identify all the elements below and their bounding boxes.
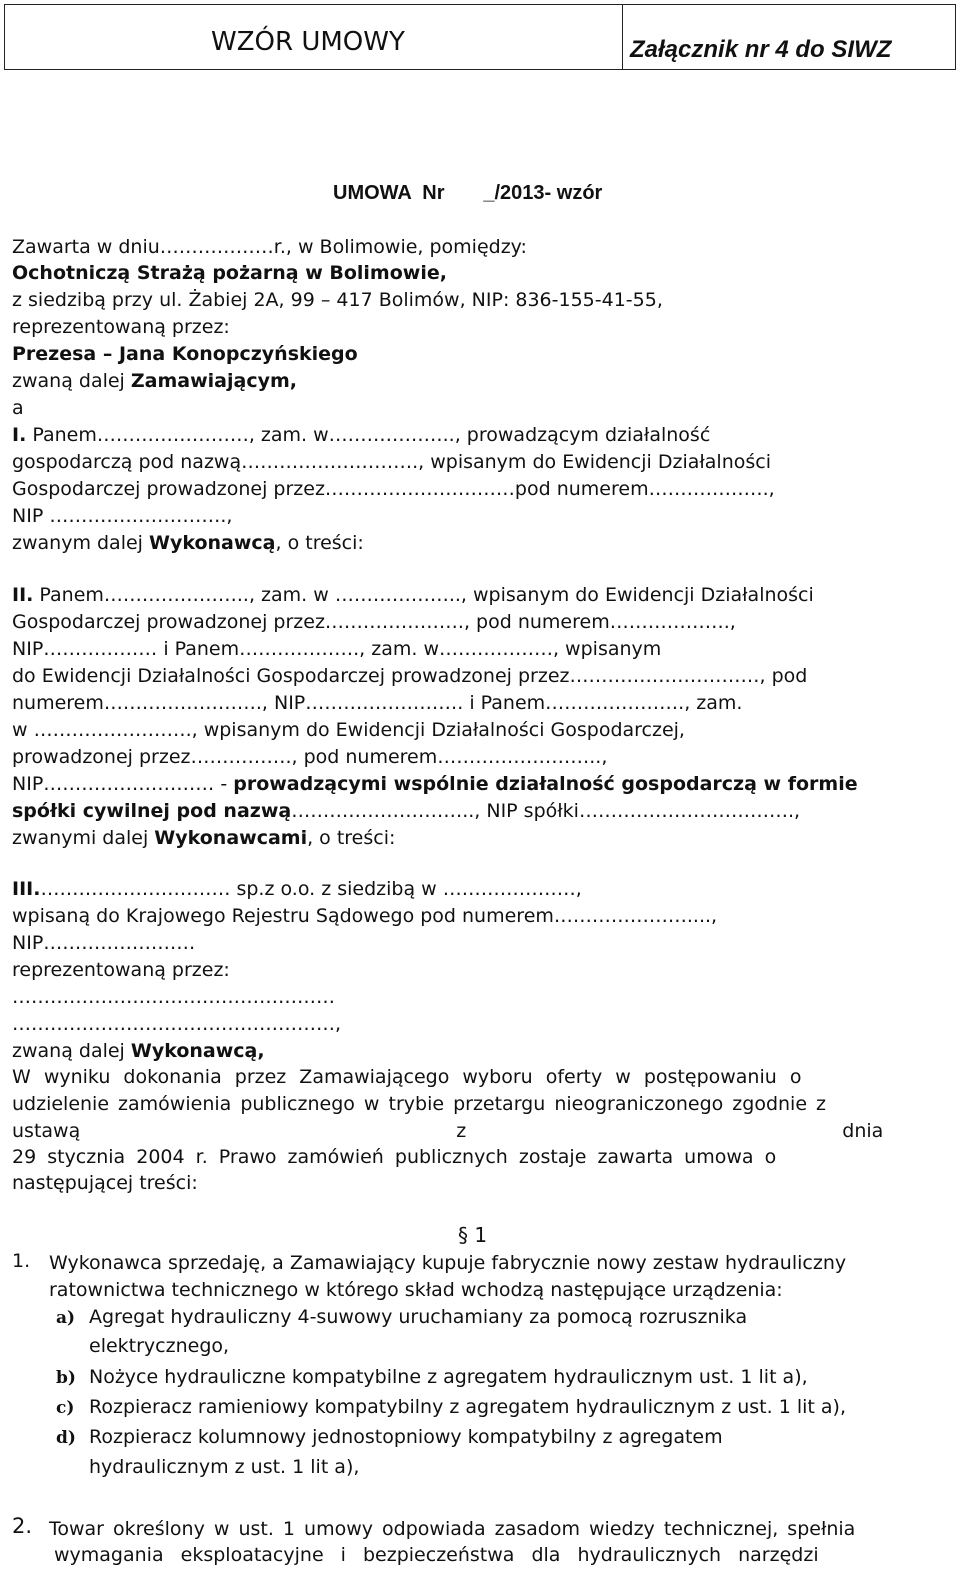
option-2-line-2: Gospodarczej prowadzonej przez…………………., pod numerem………………., bbox=[12, 611, 736, 633]
option-1-nip: NIP ………………………., bbox=[12, 505, 233, 527]
option-3-represented-by: reprezentowaną przez: bbox=[12, 959, 230, 981]
term-contractors: Wykonawcami bbox=[154, 827, 308, 849]
procurement-line-4: 29 stycznia 2004 r. Prawo zamówień publicznych zostaje zawarta umowa o bbox=[12, 1146, 777, 1168]
text-fragment: Panem………………….., zam. w ……………….., wpisanym do Ewidencji Działalności bbox=[33, 584, 814, 606]
header-box bbox=[4, 4, 956, 70]
text-fragment: NIP……………………… - bbox=[12, 773, 234, 795]
text-fragment: , o treści: bbox=[307, 827, 396, 849]
option-3-rep-blank-1: …………………………………………… bbox=[12, 986, 335, 1008]
term-contractor: Wykonawcą, bbox=[130, 1040, 265, 1062]
option-1-text bbox=[12, 422, 710, 448]
option-2-line-6: w ……………………., wpisanym do Ewidencji Działalności Gospodarczej, bbox=[12, 719, 685, 741]
option-2-line-8 bbox=[12, 771, 938, 797]
civil-partnership-phrase: prowadzącymi wspólnie działalność gospodarczą w formie bbox=[233, 773, 858, 795]
contracting-party-name: Ochotniczą Strażą pożarną w Bolimowie, bbox=[12, 262, 447, 284]
procurement-line-5: następującej treści: bbox=[12, 1172, 198, 1194]
text-fragment: ……………………….., NIP spółki……………………………., bbox=[291, 800, 801, 822]
contracting-party-address: z siedzibą przy ul. Żabiej 2A, 99 – 417 Bolimów, NIP: 836-155-41-55, bbox=[12, 289, 663, 311]
subitem-letter: c) bbox=[56, 1398, 75, 1418]
term-contractor: Wykonawcą bbox=[148, 532, 276, 554]
item-1-line-2: ratownictwa technicznego w którego skład wchodzą następujące urządzenia: bbox=[49, 1279, 783, 1301]
subitem-c-line-1: Rozpieracz ramieniowy kompatybilny z agregatem hydraulicznym z ust. 1 lit a), bbox=[89, 1396, 846, 1418]
item-1-number: 1. bbox=[12, 1250, 31, 1272]
text-fragment: zwanymi dalej bbox=[12, 827, 155, 849]
option-2-line-3: NIP……………… i Panem………………., zam. w………………, wpisanym bbox=[12, 638, 662, 660]
option-2-line-7: prowadzonej przez……………., pod numerem…………………….., bbox=[12, 746, 608, 768]
represented-by-label: reprezentowaną przez: bbox=[12, 316, 230, 338]
civil-partnership-name-label: spółki cywilnej pod nazwą bbox=[12, 800, 292, 822]
item-2-number: 2. bbox=[12, 1514, 33, 1538]
header-doc-type: WZÓR UMOWY bbox=[5, 5, 623, 69]
contract-date-line: Zawarta w dniu………………r., w Bolimowie, pomiędzy: bbox=[12, 236, 527, 258]
header-attachment-label: Załącznik nr 4 do SIWZ bbox=[630, 36, 892, 63]
term-ordering-party: Zamawiającym, bbox=[130, 370, 297, 392]
text-fragment: zwaną dalej bbox=[12, 1040, 131, 1062]
ordering-party-line bbox=[12, 368, 938, 394]
text-fragment: zwaną dalej bbox=[12, 370, 131, 392]
subitem-b-line-1: Nożyce hydrauliczne kompatybilne z agregatem hydraulicznym ust. 1 lit a), bbox=[89, 1366, 808, 1388]
option-1-line-1 bbox=[12, 422, 938, 448]
subitem-d-line-1: Rozpieracz kolumnowy jednostopniowy kompatybilny z agregatem bbox=[89, 1426, 723, 1448]
option-1-marker: I. bbox=[12, 424, 27, 446]
item-2-line-2: wymagania eksploatacyjne i bezpieczeństwa dla hydraulicznych narzędzi bbox=[54, 1544, 819, 1566]
option-2-line-5: numerem……………………., NIP……………………. i Panem…………………., zam. bbox=[12, 692, 743, 714]
item-2-line-1: Towar określony w ust. 1 umowy odpowiada zasadom wiedzy technicznej, spełnia bbox=[49, 1518, 856, 1540]
option-2-line-4: do Ewidencji Działalności Gospodarczej prowadzonej przez…………………………, pod bbox=[12, 665, 808, 687]
procurement-line-2: udzielenie zamówienia publicznego w trybie przetargu nieograniczonego zgodnie z bbox=[12, 1093, 827, 1115]
text-fragment: zwanym dalej bbox=[12, 532, 149, 554]
option-2-contractors-line bbox=[12, 825, 938, 851]
doc-title: UMOWA Nr _/2013- wzór bbox=[333, 182, 603, 204]
text-fragment: Panem……………………, zam. w……………….., prowadzącym działalność bbox=[26, 424, 711, 446]
text-fragment: , o treści: bbox=[275, 532, 364, 554]
subitem-a-line-1: Agregat hydrauliczny 4-suwowy uruchamiany za pomocą rozrusznika bbox=[89, 1306, 748, 1328]
conjunction-and: a bbox=[12, 397, 24, 419]
item-1-line-1: Wykonawca sprzedaję, a Zamawiający kupuje fabrycznie nowy zestaw hydrauliczny bbox=[49, 1252, 847, 1274]
option-1-line-2: gospodarczą pod nazwą………………………., wpisanym do Ewidencji Działalności bbox=[12, 451, 771, 473]
option-3-marker: III. bbox=[12, 878, 41, 900]
option-1-contractor-line bbox=[12, 530, 938, 556]
option-3-line-2: wpisaną do Krajowego Rejestru Sądowego pod numerem…………………...., bbox=[12, 905, 718, 927]
option-3-rep-blank-2: ……………………………………………, bbox=[12, 1013, 342, 1035]
representative-name: Prezesa – Jana Konopczyńskiego bbox=[12, 343, 358, 365]
option-3-contractor-line bbox=[12, 1038, 938, 1064]
option-2-marker: II. bbox=[12, 584, 34, 606]
procurement-line-3: ustawą z dnia bbox=[12, 1120, 884, 1142]
section-heading: § 1 bbox=[458, 1223, 488, 1247]
procurement-line-1: W wyniku dokonania przez Zamawiającego wyboru oferty w postępowaniu o bbox=[12, 1066, 802, 1088]
subitem-letter: b) bbox=[56, 1368, 76, 1388]
subitem-a-line-2: elektrycznego, bbox=[89, 1335, 230, 1357]
subitem-letter: a) bbox=[56, 1308, 76, 1328]
option-1-line-3: Gospodarczej prowadzonej przez…………………………pod numerem………………., bbox=[12, 478, 775, 500]
option-2-line-1 bbox=[12, 582, 938, 608]
text-fragment: ………………………… sp.z o.o. z siedzibą w …………………, bbox=[40, 878, 582, 900]
subitem-letter: d) bbox=[56, 1428, 76, 1448]
subitem-d-line-2: hydraulicznym z ust. 1 lit a), bbox=[89, 1456, 360, 1478]
option-3-line-1 bbox=[12, 876, 938, 902]
option-2-line-9 bbox=[12, 798, 938, 824]
option-3-nip: NIP…………………… bbox=[12, 932, 196, 954]
